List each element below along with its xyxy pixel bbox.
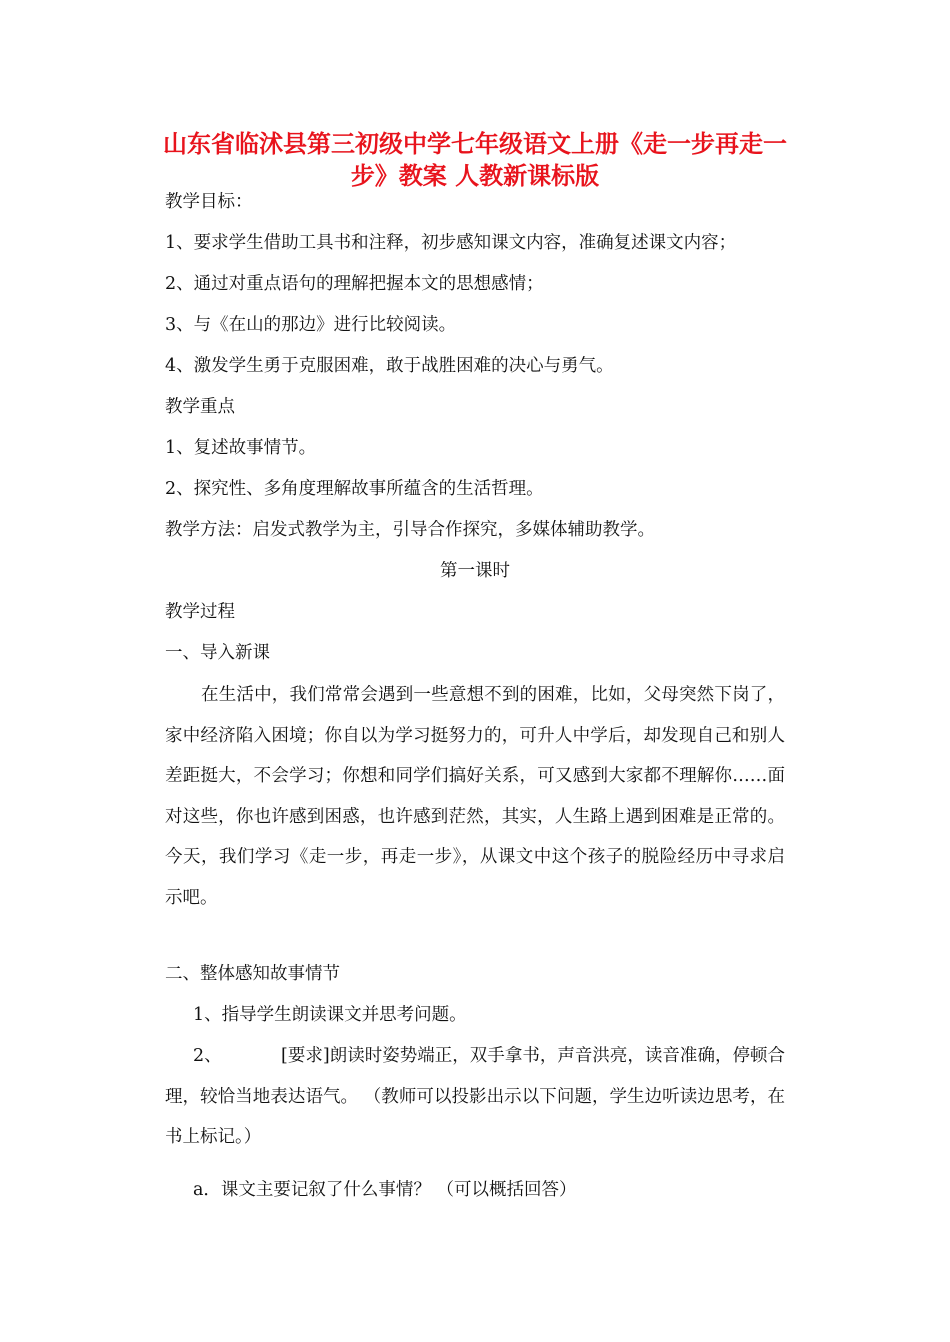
section2-step2-paragraph (165, 1036, 785, 1158)
objective-item-4: 4、激发学生勇于克服困难，敢于战胜困难的决心与勇气。 (165, 356, 614, 376)
objective-item-3: 3、与《在山的那边》进行比较阅读。 (165, 315, 457, 335)
objectives-heading: 教学目标： (165, 192, 253, 212)
teaching-method: 教学方法：启发式教学为主，引导合作探究，多媒体辅助教学。 (165, 520, 655, 540)
section2-step2-number: 2、 (193, 1046, 222, 1066)
section1-paragraph: 在生活中，我们常常会遇到一些意想不到的困难，比如，父母突然下岗了，家中经济陷入困境；你自以为学习挺努力的，可升人中学后，却发现自己和别人差距挺大，不会学习；你想和同学们搞好关系，可又感到大家都不理解你……面对这些，你也许感到困惑，也许感到茫然，其实，人生路上遇到困难是正常的。今天，我们学习《走一步，再走一步》，从课文中这个孩子的脱险经历中寻求启示吧。 (165, 685, 785, 908)
section2-step1: 1、指导学生朗读课文并思考问题。 (193, 1005, 467, 1025)
section2-question-a: a．课文主要记叙了什么事情？ （可以概括回答） (193, 1180, 577, 1200)
objective-item-2: 2、通过对重点语句的理解把握本文的思想感情； (165, 274, 544, 294)
document-title: 山东省临沭县第三初级中学七年级语文上册《走一步再走一步》教案 人教新课标版 (163, 130, 787, 190)
key-point-item-1: 1、复述故事情节。 (165, 438, 317, 458)
section2-step2-text: [要求]朗读时姿势端正，双手拿书，声音洪亮，读音准确，停顿合理，较恰当地表达语气。 （教师可以投影出示以下问题，学生边听读边思考，在书上标记。） (165, 1046, 785, 1147)
lesson-label: 第一课时 (440, 561, 510, 581)
key-points-heading: 教学重点 (165, 397, 235, 417)
process-heading: 教学过程 (165, 602, 235, 622)
section2-heading: 二、整体感知故事情节 (165, 964, 340, 984)
objective-item-1: 1、要求学生借助工具书和注释，初步感知课文内容，准确复述课文内容； (165, 233, 737, 253)
key-point-item-2: 2、探究性、多角度理解故事所蕴含的生活哲理。 (165, 479, 544, 499)
section1-heading: 一、导入新课 (165, 643, 270, 663)
